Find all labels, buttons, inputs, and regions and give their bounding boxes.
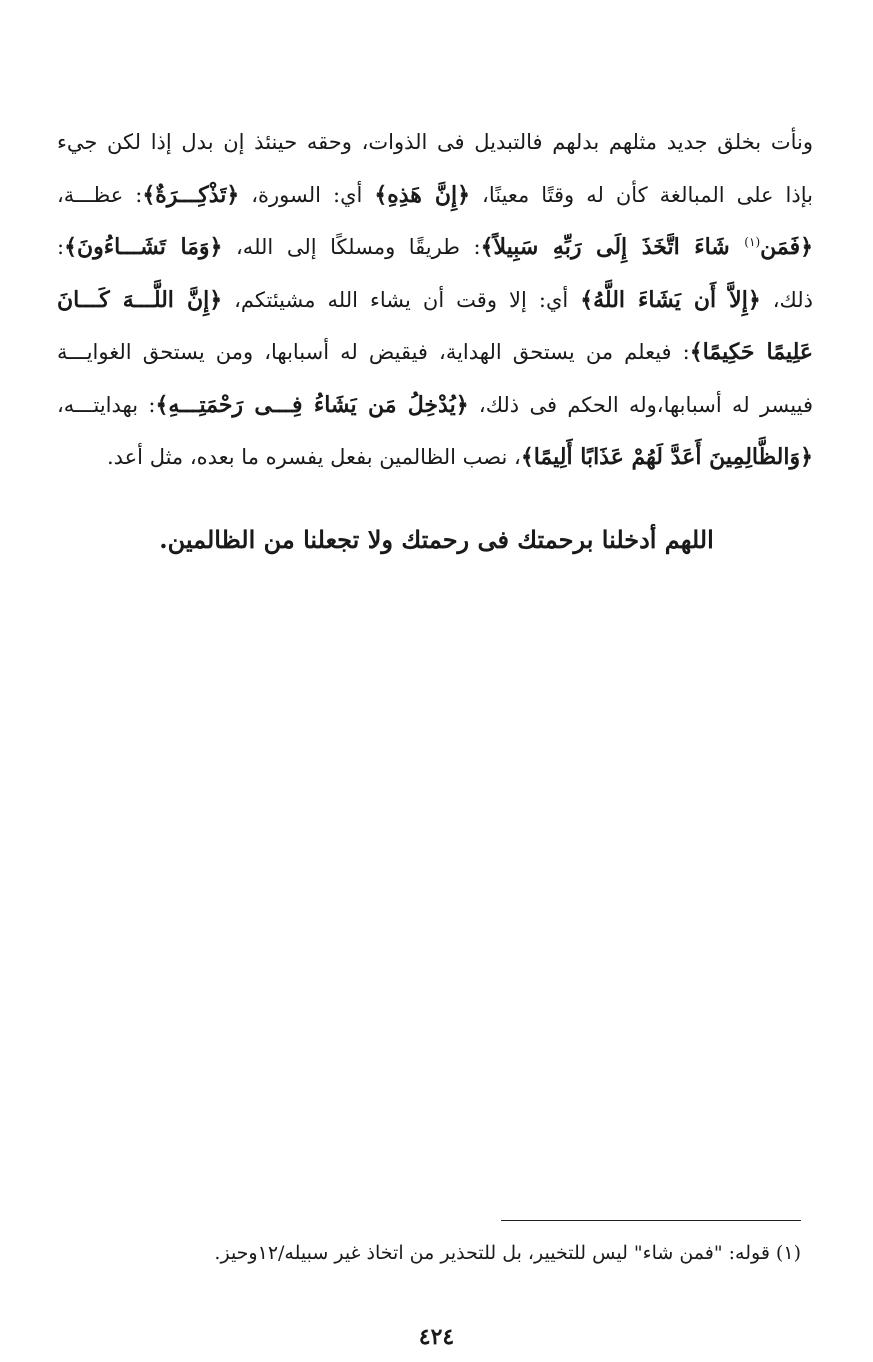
text-line (57, 381, 813, 434)
commentary-text: فييسر له أسبابها،وله الحكم فى ذلك، (468, 392, 813, 417)
quran-quote: ﴿وَمَا تَشَـــاءُونَ﴾ (64, 234, 223, 260)
quran-quote: ﴿فَمَن (760, 234, 813, 260)
text-line (57, 171, 813, 224)
commentary-text: : فيعلم من يستحق الهداية، فيقيض له أسبابها، ومن يستحق الغوايـــة (57, 340, 690, 364)
text-line (57, 433, 813, 486)
quran-quote: ﴿وَالظَّالِمِينَ أَعَدَّ لَهُمْ عَذَابًا أَلِيمًا﴾ (520, 444, 813, 470)
commentary-text: ، نصب الظالمين بفعل يفسره ما بعده، مثل أعد. (106, 445, 521, 469)
body-text (57, 118, 813, 486)
commentary-text: ونأت بخلق جديد مثلهم بدلهم فالتبديل فى الذوات، وحقه حينئذ إن بدل إذا لكن جيء (57, 130, 813, 154)
commentary-text: : (57, 235, 65, 259)
quran-quote: ﴿إِنَّ هَذِهِ﴾ (374, 181, 471, 208)
text-line (57, 118, 813, 171)
quran-quote: ﴿إِلاَّ أَن يَشَاءَ اللَّهُ﴾ (580, 286, 761, 313)
text-line (57, 223, 813, 276)
page-number: ٤٢٤ (418, 1324, 455, 1350)
commentary-text: : عظـــة، (57, 182, 143, 207)
quran-quote: ﴿تَذْكِـــرَةٌ﴾ (142, 181, 240, 208)
text-line (57, 276, 813, 329)
commentary-text: أي: إلا وقت أن يشاء الله مشيئتكم، (222, 287, 581, 312)
footnote: (١) قوله: "فمن شاء" ليس للتخيير، بل للتحذير من اتخاذ غير سبيله/١٢وحيز. (214, 1242, 801, 1264)
commentary-text: : بهدايتـــه، (57, 392, 156, 417)
footnote-reference: (١) (744, 235, 761, 249)
quran-quote: عَلِيمًا حَكِيمًا﴾ (689, 339, 813, 365)
commentary-text: : طريقًا ومسلكًا إلى الله، (222, 235, 481, 259)
text-line (57, 328, 813, 381)
commentary-text: بإذا على المبالغة كأن له وقتًا معينًا، (470, 182, 813, 207)
commentary-text: أي: السورة، (239, 182, 375, 207)
quran-quote: ﴿يُدْخِلُ مَن يَشَاءُ فِـــى رَحْمَتِـــهِ﴾ (155, 391, 469, 418)
footnote-divider (501, 1220, 801, 1221)
commentary-text: ذلك، (760, 287, 813, 312)
quran-quote: ﴿إِنَّ اللَّـــهَ كَـــانَ (57, 286, 223, 313)
quran-quote: شَاءَ اتَّخَذَ إِلَى رَبِّهِ سَبِيلاً﴾ (480, 234, 745, 260)
closing-supplication: اللهم أدخلنا برحمتك فى رحمتك ولا تجعلنا من الظالمين. (159, 525, 714, 554)
